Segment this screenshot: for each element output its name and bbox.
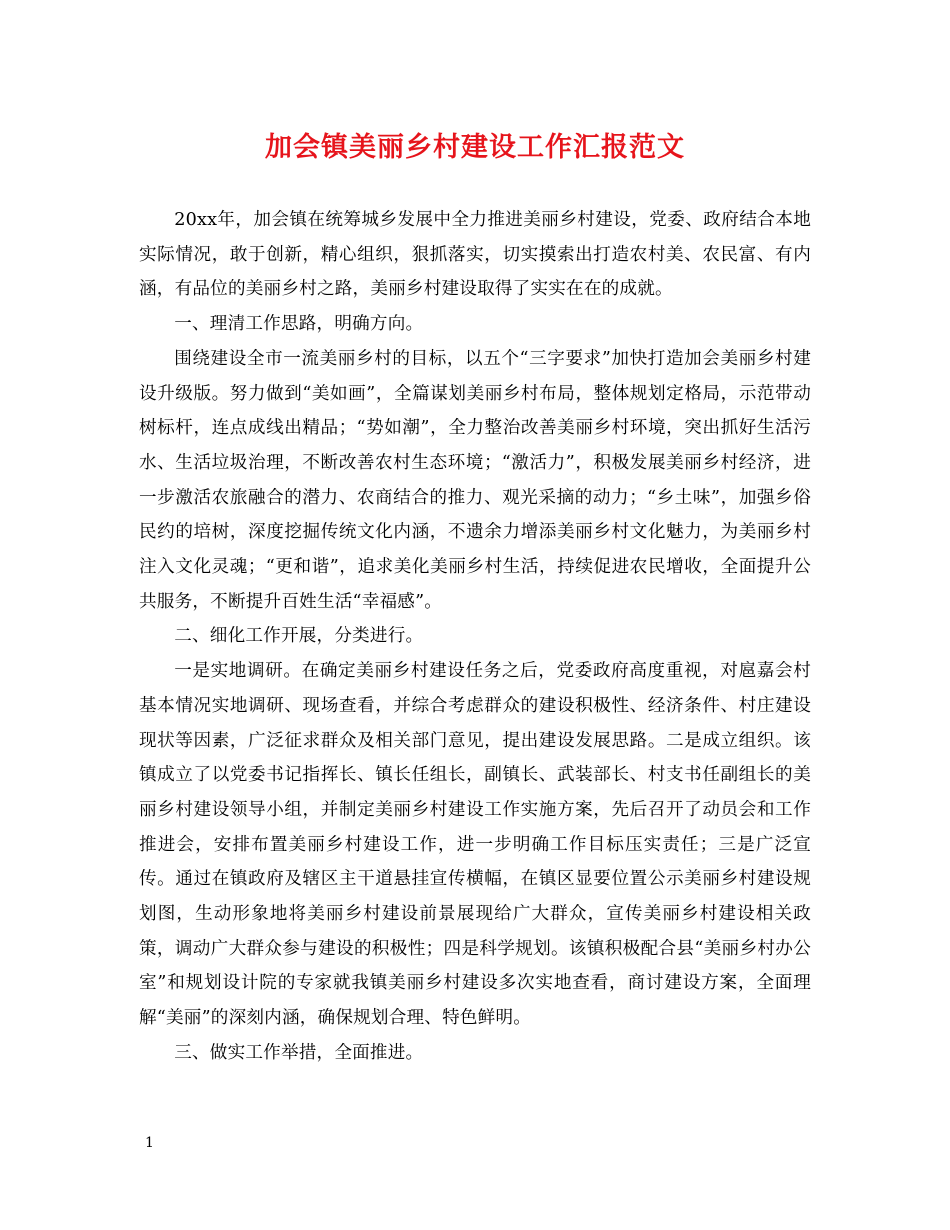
document-title: 加会镇美丽乡村建设工作汇报范文 <box>265 132 685 163</box>
section-heading-2: 二、细化工作开展，分类进行。 <box>174 626 424 647</box>
intro-paragraph: 20xx年，加会镇在统筹城乡发展中全力推进美丽乡村建设，党委、政府结合本地实际情况，敢于创新，精心组织，狠抓落实，切实摸索出打造农村美、农民富、有内涵，有品位的美丽乡村之路，美丽乡村建设取得了实实在在的成就。 <box>139 210 811 300</box>
section-heading-3: 三、做实工作举措，全面推进。 <box>174 1042 424 1063</box>
document-body <box>139 203 811 1071</box>
section-2-paragraph: 一是实地调研。在确定美丽乡村建设任务之后，党委政府高度重视，对扈嘉会村基本情况实地调研、现场查看，并综合考虑群众的建设积极性、经济条件、村庄建设现状等因素，广泛征求群众及相关部门意见，提出建设发展思路。二是成立组织。该镇成立了以党委书记指挥长、镇长任组长，副镇长、武装部长、村支书任副组长的美丽乡村建设领导小组，并制定美丽乡村建设工作实施方案，先后召开了动员会和工作推进会，安排布置美丽乡村建设工作，进一步明确工作目标压实责任；三是广泛宣传。通过在镇政府及辖区主干道悬挂宣传横幅，在镇区显要位置公示美丽乡村建设规划图，生动形象地将美丽乡村建设前景展现给广大群众，宣传美丽乡村建设相关政策，调动广大群众参与建设的积极性；四是科学规划。该镇积极配合县“美丽乡村办公室”和规划设计院的专家就我镇美丽乡村建设多次实地查看，商讨建设方案，全面理解“美丽”的深刻内涵，确保规划合理、特色鲜明。 <box>139 661 811 1029</box>
section-1-paragraph: 围绕建设全市一流美丽乡村的目标，以五个“三字要求”加快打造加会美丽乡村建设升级版。努力做到“美如画”，全篇谋划美丽乡村布局，整体规划定格局，示范带动树标杆，连点成线出精品；“势如潮”，全力整治改善美丽乡村环境，突出抓好生活污水、生活垃圾治理，不断改善农村生态环境；“激活力”，积极发展美丽乡村经济，进一步激活农旅融合的潜力、农商结合的推力、观光采摘的动力；“乡土味”，加强乡俗民约的培树，深度挖掘传统文化内涵，不遗余力增添美丽乡村文化魅力，为美丽乡村注入文化灵魂；“更和谐”，追求美化美丽乡村生活，持续促进农民增收，全面提升公共服务，不断提升百姓生活“幸福感”。 <box>139 348 811 612</box>
page-number: 1 <box>145 1135 154 1151</box>
section-heading-1: 一、理清工作思路，明确方向。 <box>174 314 424 335</box>
